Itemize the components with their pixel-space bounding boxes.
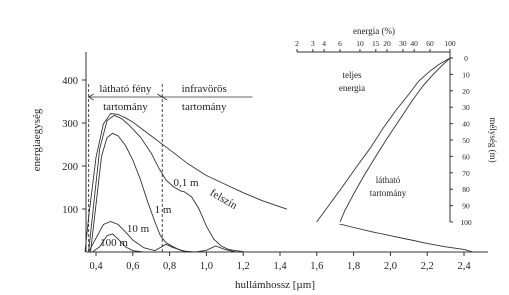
inset-y-tick-label: 50 xyxy=(462,136,470,145)
y-axis-label: energiaegység xyxy=(31,108,43,172)
inset-series-label-l-that-tartom-ny: tartomány xyxy=(369,188,407,198)
inset-y-tick-label: 90 xyxy=(462,201,470,211)
inset-y-tick-label: 20 xyxy=(462,86,470,96)
y-tick-label: 300 xyxy=(62,119,78,130)
inset-x-tick-label: 60 xyxy=(426,39,434,48)
visible-region-label-1: látható fény xyxy=(99,83,152,95)
inset-x-tick-label: 100 xyxy=(444,39,456,48)
inset-y-tick-label: 70 xyxy=(462,168,470,178)
y-tick-label: 100 xyxy=(62,205,78,216)
main-regions xyxy=(89,83,253,252)
y-tick-label: 400 xyxy=(62,76,78,87)
inset-x-tick-label: 10 xyxy=(356,39,364,48)
x-tick-label: 1,2 xyxy=(236,261,250,272)
inset-x-tick-label: 40 xyxy=(410,39,418,48)
infrared-region-label-1: infravörös xyxy=(181,83,227,95)
x-tick-label: 0,8 xyxy=(163,261,177,272)
inset-series-label-l-that-tartom-ny: látható xyxy=(375,175,401,185)
visible-region-label-2: tartomány xyxy=(103,101,148,113)
x-tick-label: 2,2 xyxy=(420,261,434,272)
series-label-10-m: 10 m xyxy=(126,223,150,235)
x-tick-label: 1,4 xyxy=(273,261,287,272)
x-axis-label: hullámhossz [µm] xyxy=(235,279,315,291)
inset-y-tick-label: 10 xyxy=(462,70,470,80)
inset-title: energia (%) xyxy=(352,26,396,36)
inset-x-tick-label: 15 xyxy=(372,39,380,48)
inset-y-tick-label: 0 xyxy=(464,54,468,63)
x-tick-label: 1,0 xyxy=(199,261,213,272)
inset-series-label-teljes-energia: energia xyxy=(338,83,366,93)
x-tick-label: 2,4 xyxy=(457,261,471,272)
series-label-felsz-n: felszín xyxy=(207,186,240,212)
x-tick-label: 2,0 xyxy=(383,261,397,272)
x-tick-label: 0,4 xyxy=(89,261,103,272)
inset-y-tick-label: 30 xyxy=(462,103,470,113)
inset-y-label: mélység (m) xyxy=(488,117,498,163)
inset-y-tick-label: 40 xyxy=(462,119,470,129)
x-tick-label: 1,8 xyxy=(347,261,361,272)
series-label-100-m: 100 m xyxy=(100,237,128,249)
series-label-0-1-m: 0,1 m xyxy=(173,177,199,189)
x-tick-label: 0,6 xyxy=(126,261,140,272)
series-label-1-m: 1 m xyxy=(154,204,172,216)
inset-x-tick-label: 30 xyxy=(399,39,407,48)
inset-y-tick-label: 100 xyxy=(460,218,472,227)
inset-x-tick-label: 6 xyxy=(338,39,342,48)
curve-0-1-m xyxy=(89,115,244,252)
inset-x-tick-label: 20 xyxy=(383,39,391,48)
main-series-labels xyxy=(100,177,240,249)
inset-x-tick-label: 3 xyxy=(310,39,315,48)
infrared-region-label-2: tartomány xyxy=(181,101,227,113)
inset-y-tick-label: 60 xyxy=(462,152,470,162)
y-tick-label: 200 xyxy=(62,162,78,173)
inset-chart xyxy=(287,22,498,227)
inset-y-tick-label: 80 xyxy=(462,185,470,195)
x-tick-label: 1,6 xyxy=(310,261,324,272)
inset-x-tick-label: 4 xyxy=(322,39,326,48)
inset-x-tick-label: 2 xyxy=(295,39,299,48)
inset-series-label-teljes-energia: teljes xyxy=(342,70,362,80)
